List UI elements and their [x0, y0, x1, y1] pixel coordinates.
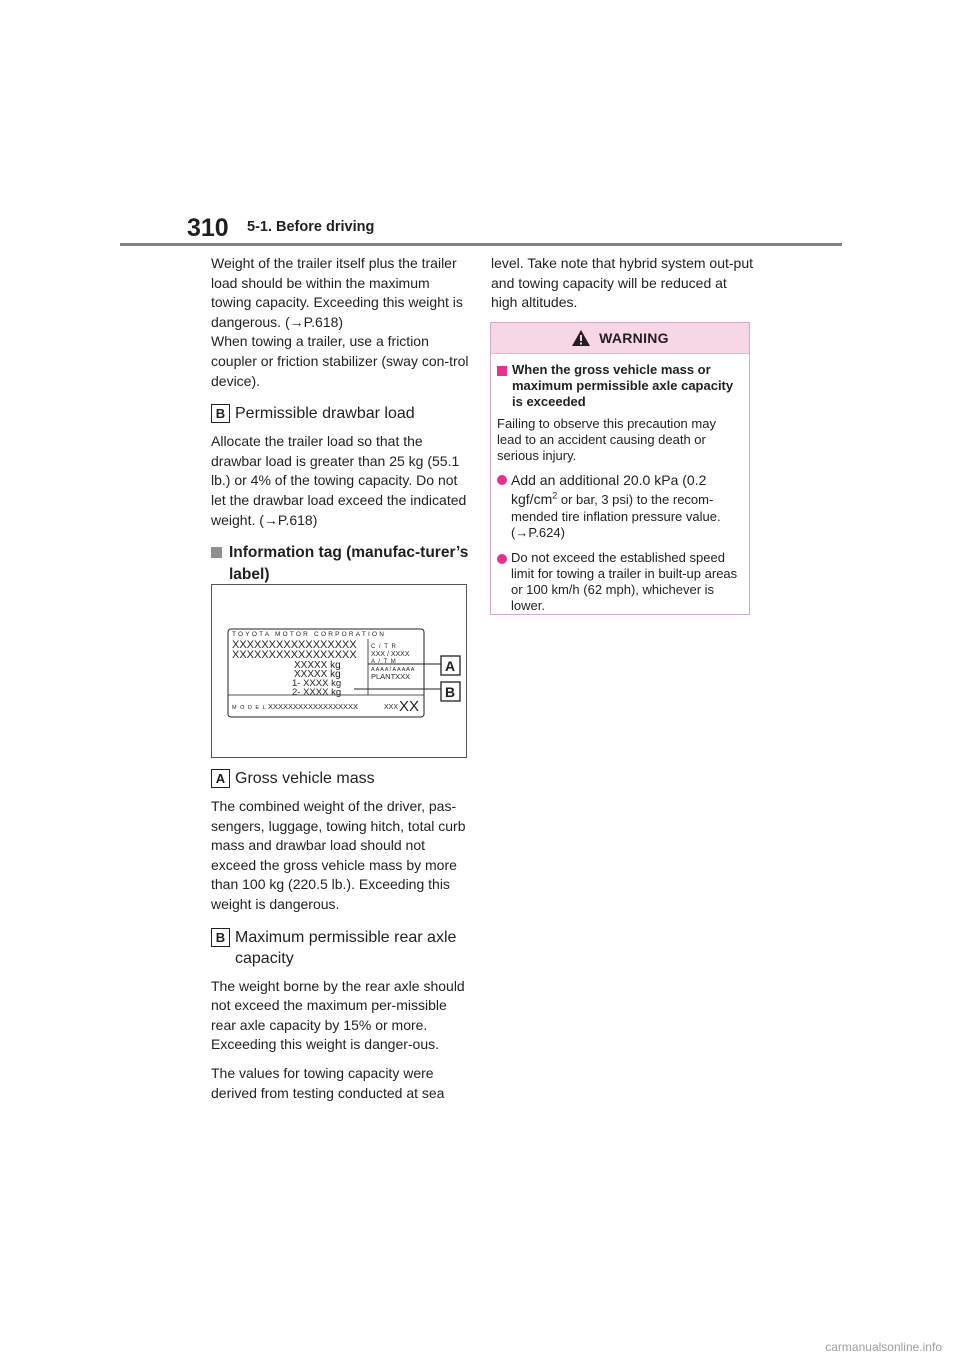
paragraph-towing-values: The values for towing capacity were derived from testing conducted at sea [211, 1064, 445, 1101]
corp-text: TOYOTA MOTOR CORPORATION [232, 631, 387, 638]
page-number: 310 [187, 214, 229, 242]
xx-text: XX [399, 698, 420, 715]
bullet-dot-icon [497, 475, 507, 485]
warning-bullet-1 [497, 471, 743, 541]
left-column-top [211, 254, 471, 598]
bullet-text-pre: Add an additional 20.0 kPa (0.2 kgf/cm [511, 472, 707, 507]
ctr-text: C / T R [371, 644, 397, 650]
bullet-text: Do not exceed the established speed limit for towing a trailer in built-up areas or 100 km/h (62 mph), whichever is lower. [511, 550, 738, 613]
header-rule [120, 243, 842, 246]
model-text: XXXXXXXXXXXXXXXXXX [268, 702, 359, 711]
warning-subheading [497, 362, 743, 410]
kg-line-2: XXXXX kg [294, 669, 341, 680]
warning-box [490, 322, 750, 615]
square-bullet-icon [497, 366, 507, 376]
label-title: Maximum permissible rear axle capacity [235, 928, 457, 967]
kg-line-4: 2- XXXX kg [292, 687, 342, 698]
information-tag-figure [211, 584, 467, 758]
subheading-text: Information tag (manufac-turer’s label) [229, 544, 469, 584]
paragraph-trailer-weight: Weight of the trailer itself plus the trailer load should be within the maximum towing capacity. Exceeding this weight is dangerous. (→P.618) [211, 255, 463, 330]
kg-line-3: 1- XXXX kg [292, 678, 342, 689]
trim-text: XXX / XXXX [371, 651, 410, 658]
xxx-text: XXX [384, 704, 399, 711]
warning-header [491, 323, 749, 354]
model-label: M O D E L [232, 705, 267, 711]
warning-title: WARNING [599, 330, 669, 346]
paragraph-friction-coupler: When towing a trailer, use a friction coupler or friction stabilizer (sway con-trol device). [211, 333, 469, 389]
warning-subheading-text: When the gross vehicle mass or maximum permissible axle capacity is exceeded [512, 362, 734, 409]
label-permissible-drawbar [211, 403, 471, 424]
warning-bullet-2 [497, 550, 743, 614]
code-text: A A A A / A A A A A [371, 667, 415, 673]
paragraph-rear-axle: The weight borne by the rear axle should not exceed the maximum per-missible rear axle capacity by 15% or more. Exceeding this weight is danger-ous. [211, 977, 465, 1053]
bullet-text-post: or bar, 3 psi) to the recom-mended tire inflation pressure value. (→P.624) [511, 492, 721, 540]
kg-line-1: XXXXX kg [294, 660, 341, 671]
badge-b: B [211, 404, 230, 423]
left-column-bottom [211, 762, 471, 1112]
watermark: carmanualsonline.info [825, 1340, 942, 1354]
paragraph-gross-vehicle-mass: The combined weight of the driver, pas-sengers, luggage, towing hitch, total curb mass and drawbar load should not exceed the gross vehicle mass by more than 100 kg (220.5 lb.). Exceeding this weight is dangerous. [211, 798, 466, 912]
bullet-text [511, 471, 743, 541]
plant-text: PLANTXXX [371, 672, 411, 681]
section-title: 5-1. Before driving [247, 219, 375, 235]
bullet-dot-icon [497, 554, 507, 564]
square-bullet-icon [211, 547, 222, 558]
right-column [491, 254, 756, 322]
warning-paragraph: Failing to observe this precaution may lead to an accident causing death or serious injury. [497, 416, 716, 463]
paragraph-altitude: level. Take note that hybrid system out-put and towing capacity will be reduced at high altitudes. [491, 255, 753, 311]
superscript: 2 [552, 490, 558, 501]
label-title: Gross vehicle mass [235, 770, 375, 787]
label-gross-vehicle-mass [211, 768, 471, 789]
vin-line-2: XXXXXXXXXXXXXXXXX [232, 649, 357, 661]
label-title: Permissible drawbar load [235, 405, 415, 423]
callout-b: B [445, 684, 456, 700]
subheading-information-tag [211, 542, 471, 586]
warning-triangle-icon [571, 329, 591, 347]
atm-text: A / T M [371, 659, 397, 665]
warning-body [491, 354, 749, 614]
badge-b: B [211, 928, 230, 947]
paragraph-drawbar-load: Allocate the trailer load so that the drawbar load is greater than 25 kg (55.1 lb.) or 4% of the towing capacity. Do not let the drawbar load exceed the indicated weight. (→P.618) [211, 433, 467, 528]
callout-a: A [445, 658, 456, 674]
label-rear-axle [211, 927, 471, 969]
label-illustration [212, 585, 468, 759]
badge-a: A [211, 769, 230, 788]
vin-line-1: XXXXXXXXXXXXXXXXX [232, 639, 357, 651]
